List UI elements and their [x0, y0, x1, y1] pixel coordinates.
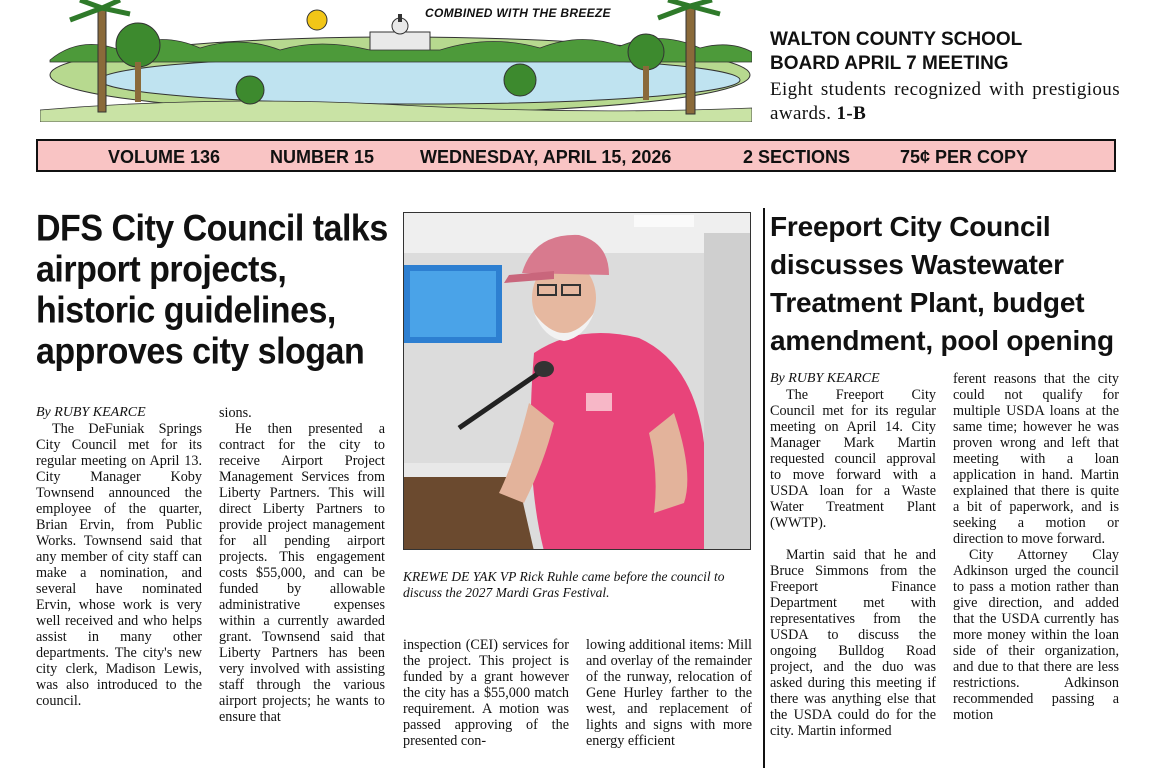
right-col2a-text: ferent reasons that the city could not qualify for multiple USDA loans at the same time; however he was proven wrong and left that meeting with a loan application in hand. Martin explained that there is quite a bit of paperwork, and is seeking a motion or direction to move forward.	[953, 371, 1119, 547]
teaser-headline-line2: BOARD APRIL 7 MEETING	[770, 53, 1009, 74]
left-headline-line: historic guidelines,	[36, 290, 336, 332]
banner-number: NUMBER 15	[270, 147, 375, 167]
right-headline-line: discusses Wastewater	[770, 249, 1064, 280]
right-story-byline: By RUBY KEARCE	[770, 371, 880, 386]
banner-date: WEDNESDAY, APRIL 15, 2026	[420, 147, 672, 167]
issue-banner	[36, 139, 1116, 172]
right-col1a-text: The Freeport City Council met for its regular meeting on April 14. City Manager Mark Martin requested council approval to move forward with a USDA loan for a Waste Water Treatment Plant (WWTP).	[770, 387, 936, 531]
right-headline-line: Treatment Plant, budget	[770, 287, 1085, 318]
left-col2-text: He then presented a contract for the city to receive Airport Project Management Services from Liberty Partners. This will direct Liberty Partners to provide project management for all pending airport projects. This engagement costs $55,000, and can be funded by allowable administrative expenses within a currently awarded grant. Townsend said that Liberty Partners has been very involved with assisting staff through the various airport projects; he wants to ensure that	[219, 421, 385, 725]
right-headline-line: amendment, pool opening	[770, 325, 1114, 356]
teaser-text	[770, 78, 1120, 126]
left-story-column-2	[219, 405, 385, 769]
photo-caption: KREWE DE YAK VP Rick Ruhle came before the council to discuss the 2027 Mardi Gras Festival.	[403, 569, 725, 600]
left-story-column-3	[403, 637, 569, 769]
teaser-headline-line1: WALTON COUNTY SCHOOL	[770, 29, 1023, 50]
teaser-summary: Eight students recognized with prestigious awards.	[770, 79, 1120, 124]
left-headline-line: airport projects,	[36, 249, 287, 291]
teaser-headline[interactable]	[770, 28, 1140, 76]
left-headline-line: approves city slogan	[36, 331, 365, 373]
column-divider	[763, 208, 765, 768]
banner-volume: VOLUME 136	[108, 147, 221, 167]
right-story-headline[interactable]	[770, 208, 1130, 360]
left-story-column-1	[36, 421, 202, 769]
right-story-column-1	[770, 387, 936, 769]
left-headline-line: DFS City Council talks	[36, 208, 388, 250]
banner-price: 75¢ PER COPY	[900, 147, 1029, 167]
photo-image	[404, 213, 751, 550]
banner-sections: 2 SECTIONS	[743, 147, 851, 167]
left-story-byline: By RUBY KEARCE	[36, 405, 146, 420]
news-photo[interactable]	[403, 212, 751, 550]
left-story-column-4	[586, 637, 752, 769]
right-col2b-text: City Attorney Clay Adkinson urged the council to pass a motion rather than give direction, and added that the USDA currently has more money within the loan side of their organization, and due to that there are less restrictions. Adkinson recommended passing a motion	[953, 547, 1119, 723]
teaser-page-ref: 1-B	[836, 103, 867, 124]
masthead-illustration	[40, 0, 752, 122]
left-col4-text: lowing additional items: Mill and overlay of the remainder of the runway, relocation of Gene Hurley farther to the west, and replacement of lights and signs with more energy efficient	[586, 637, 752, 749]
right-headline-line: Freeport City Council	[770, 211, 1051, 242]
left-col1-text: The DeFuniak Springs City Council met for its regular meeting on April 13. City Manager Koby Townsend announced the employee of the quarter, Brian Ervin, from Public Works. Townsend said that any member of city staff can make a nomination, and several have nominated Ervin, whose work is very well received and who helps assist in many other departments. The city's new city clerk, Madison Lewis, was also introduced to the council.	[36, 421, 202, 709]
left-col2-start: sions.	[219, 405, 252, 421]
masthead-tagline: COMBINED WITH THE BREEZE	[425, 6, 611, 20]
left-story-headline[interactable]	[36, 208, 396, 372]
right-col1b-text: Martin said that he and Bruce Simmons from the Freeport Finance Department met with representatives from the USDA to discuss the ongoing Bulldog Road project, and the duo was asked during this meeting if there was anything else that the USDA could do for the city. Martin informed	[770, 547, 936, 739]
right-story-column-2	[953, 371, 1119, 769]
left-col3-text: inspection (CEI) services for the project. This project is funded by a grant however the city has a $55,000 match requirement. A motion was passed approving of the presented con-	[403, 637, 569, 749]
